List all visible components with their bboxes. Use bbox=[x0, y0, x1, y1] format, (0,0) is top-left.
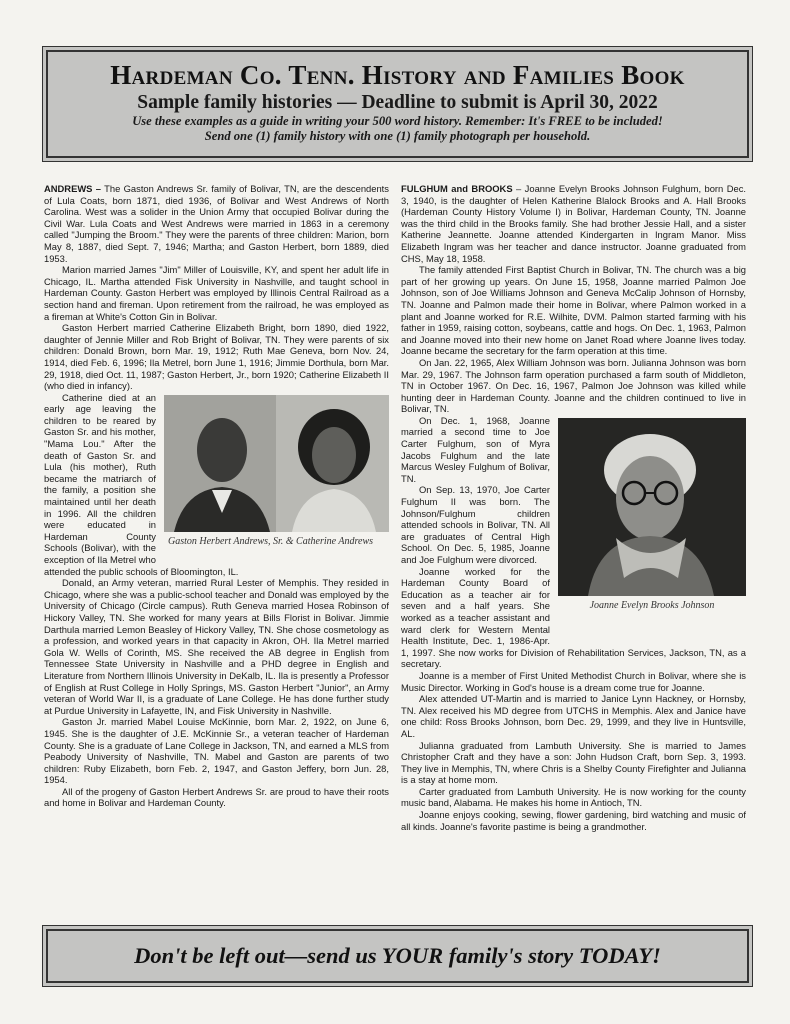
fulghum-paragraph-6: Joanne worked for the Hardeman County Board of Education as a teacher air for seven and a half years. She worked as a teacher assistant and ward clerk for Western Mental Health Institute, Dec. 1, 1986-Apr. 1, 1997. She now works for Division of Rehabilitation Services, Jackson, TN, as a secretary. bbox=[401, 565, 746, 670]
joanne-portrait-photo bbox=[558, 418, 746, 596]
page-title: Hardeman Co. Tenn. History and Families Book bbox=[110, 60, 685, 90]
andrews-photo-block bbox=[164, 395, 389, 558]
fulghum-paragraph-10: Carter graduated from Lambuth University. He is now working for the county music band, Alabama. He makes his home in Antioch, TN. bbox=[401, 785, 746, 809]
fulghum-paragraph-7: Joanne is a member of First United Methodist Church in Bolivar, where she is Music Director. Working in God's house is a dream come true for Joanne. bbox=[401, 669, 746, 693]
fulghum-paragraph-1: FULGHUM and BROOKS – Joanne Evelyn Brooks Johnson Fulghum, born Dec. 3, 1940, is the daughter of Helen Katherine Blalock Brooks and A. Hall Brooks (Hardeman County History Volume I) in Bolivar, Hardeman County, TN. Joanne was the third child in the Brooks family. She had brother Jessie Hall, and a sister Katherine Jeannette. Joanne attended Kindergarten in Ingram Manor. Miss Elizabeth Ingram was her teacher and dance instructor. Joanne graduated from CHS, May 18, 1958. bbox=[401, 183, 746, 264]
instructions-line-1: Use these examples as a guide in writing your 500 word history. Remember: It's FREE to be included! bbox=[132, 114, 663, 128]
footer-slogan: Don't be left out—send us YOUR family's story TODAY! bbox=[134, 943, 661, 968]
andrews-paragraph-5: Donald, an Army veteran, married Rural Lester of Memphis. They resided in Chicago, where she was a public-school teacher and Donald was employed by the University of Chicago (Circle campus). Ruth Geneva married Hosea Robinson of Hickory Valley, TN. She worked for many years at Bills Florist in Bolivar. Jimmie Darthula married Lemon Beasley of Hickory Valley, TN. She chose cosmetology as a profession, and worked years in that capacity in Akron, OH. Ila Metrel married Gola W. Wells of Corinth, MS. She received the AB degree in English from Tennessee State University in Nashville and a PHD degree in English and Literature from Northern Illinois University in DeKalb, IL. Ila is presently a Professor of English at Rust College in Holly Springs, MS. Gaston Herbert "Junior", an Army veteran of World War II, is a graduate of Lane College. He has done further study at Purdue University in Lafayette, IN, and Fisk University in Nashville. bbox=[44, 577, 389, 716]
andrews-couple-photo bbox=[164, 395, 389, 532]
fulghum-paragraph-11: Joanne enjoys cooking, sewing, flower gardening, bird watching and music of all kinds. Joanne's favorite pastime is being a grandmother. bbox=[401, 809, 746, 832]
andrews-article bbox=[44, 183, 389, 809]
fulghum-paragraph-9: Julianna graduated from Lambuth University. She is married to James Christopher Craft and they have a son: John Hudson Craft, born Sep. 3, 1993. They live in Memphis, TN, where Chris is a Shelby County Firefighter and Julianna is a stay at home mom. bbox=[401, 739, 746, 786]
fulghum-paragraph-4: On Dec. 1, 1968, Joanne married a second time to Joe Carter Fulghum, son of Myra Jacobs Fulghum and the late Marcus Wesley Fulghum of Bolivar, TN. bbox=[401, 414, 550, 484]
fulghum-heading: FULGHUM and BROOKS bbox=[401, 183, 513, 194]
andrews-paragraph-2: Marion married James "Jim" Miller of Louisville, KY, and spent her adult life in Chicago, IL. Martha attended Fisk University in Nashville, and taught school in Hardeman County. Gaston Herbert was employed by Illinois Central Railroad as a section hand and fireman. Upon retirement from the railroad, he was employed as a fireman at White's Cotton Gin in Bolivar. bbox=[44, 264, 389, 322]
andrews-paragraph-1: ANDREWS – The Gaston Andrews Sr. family of Bolivar, TN, are the descendents of Lula Coats, born 1871, died 1936, of Bolivar and West Andrews of North Carolina. West was a solider in the Union Army that occupied Bolivar during the Civil War. Lula Coats and West Andrews were married in 1863 in a ceremony called "Jumping the Broom." They were the parents of three children: Marion, born May 8, 1887, died Sept. 7, 1946; Martha; and Gaston Herbert, born 1889, died 1953. bbox=[44, 183, 389, 264]
johnson-photo-caption: Joanne Evelyn Brooks Johnson bbox=[589, 599, 715, 611]
portrait-illustration bbox=[164, 395, 389, 532]
andrews-heading: ANDREWS – bbox=[44, 183, 101, 194]
instructions-line-2: Send one (1) family history with one (1) family photograph per household. bbox=[204, 129, 591, 143]
johnson-photo-block bbox=[558, 418, 746, 643]
fulghum-paragraph-8: Alex attended UT-Martin and is married to Janice Lynn Hackney, or Hornsby, TN. Alex received his MD degree from UTCHS in Memphis. Alex and Janice have one child: Ross Brooks Johnson, born Dec. 29, 1999, and they live in Huntsville, AL. bbox=[401, 693, 746, 739]
portrait-illustration bbox=[558, 418, 746, 596]
footer-banner bbox=[46, 929, 749, 983]
fulghum-paragraph-2: The family attended First Baptist Church in Bolivar, TN. The church was a big part of her growing up years. On June 15, 1958, Joanne married Palmon Joe Johnson, son of Joe Williams Johnson and Geneva McCalip Johnson of Hornsby, TN. Joanne and Palmon made their home in Bolivar, where Palmon worked in a plant and Joanne worked for R.E. Wilhite, DVM. Palmon started farming with his father in 1959, raising cotton, soybeans, cattle and hogs. On Dec. 1, 1963, Palmon and Joanne moved into their new home on Janet Road where Joanne lives today. Joanne became the secretary for the farm operation at this time. bbox=[401, 264, 746, 357]
fulghum-article bbox=[401, 183, 746, 832]
fulghum-paragraph-3: On Jan. 22, 1965, Alex William Johnson was born. Julianna Johnson was born Mar. 29, 1967. The Johnson farm operation purchased a farm south of Middleton, TN in October 1967. On Dec. 16, 1967, Palmon Joe Johnson was killed while hunting deer in Hardeman County. Joanne and the children continued to live in Bolivar, TN. bbox=[401, 356, 746, 415]
fulghum-paragraph-5: On Sep. 13, 1970, Joe Carter Fulghum II was born. The Johnson/Fulghum children attended schools in Bolivar, TN. All are graduates of Central High School. On Dec. 5, 1985, Joanne and Joe Fulghum were divorced. bbox=[401, 484, 550, 565]
andrews-paragraph-6: Gaston Jr. married Mabel Louise McKinnie, born Mar. 2, 1922, on June 6, 1945. She is the daughter of J.E. McKinnie Sr., a veteran teacher of Hardeman County. She is a graduate of Lane College in Jackson, TN, and earned a MLS from Peabody University of Nashville, TN. Mabel and Gaston are parents of two children: Ruby Elizabeth, born Feb. 2, 1947, and Gaston Jeffery, born Jun. 28, 1954. bbox=[44, 716, 389, 786]
andrews-paragraph-3: Gaston Herbert married Catherine Elizabeth Bright, born 1890, died 1922, daughter of Jennie Miller and Rob Bright of Bolivar, TN. They were parents of six children: Donald Brown, born Mar. 19, 1912; Ruth Mae Geneva, born Nov. 24, 1914, died Feb. 6, 1996; Ila Metrel, born June 1, 1916; Jimmie Dorthula, born Mar. 29, 1918, died Oct. 11, 1987; Gaston Herbert, Jr., born 1920; Catherine Elizabeth II (who died in infancy). bbox=[44, 322, 389, 392]
page-subtitle: Sample family histories — Deadline to submit is April 30, 2022 bbox=[137, 92, 658, 113]
andrews-paragraph-7: All of the progeny of Gaston Herbert Andrews Sr. are proud to have their roots and home in Bolivar and Hardeman County. bbox=[44, 785, 389, 809]
andrews-paragraph-4: Catherine died at an early age leaving the children to be reared by Gaston Sr. and his mother, "Mama Lou." After the death of Gaston Sr. and Lula (his mother), Ruth became the matriarch of the family, a position she maintained until her death in 1996. All the children were educated in Hardeman County Schools (Bolivar), with the exception of Ila Metrel who attended the public schools of Bloomington, IL. bbox=[44, 391, 239, 577]
andrews-photo-caption: Gaston Herbert Andrews, Sr. & Catherine Andrews bbox=[168, 535, 374, 547]
header-banner bbox=[46, 50, 749, 158]
